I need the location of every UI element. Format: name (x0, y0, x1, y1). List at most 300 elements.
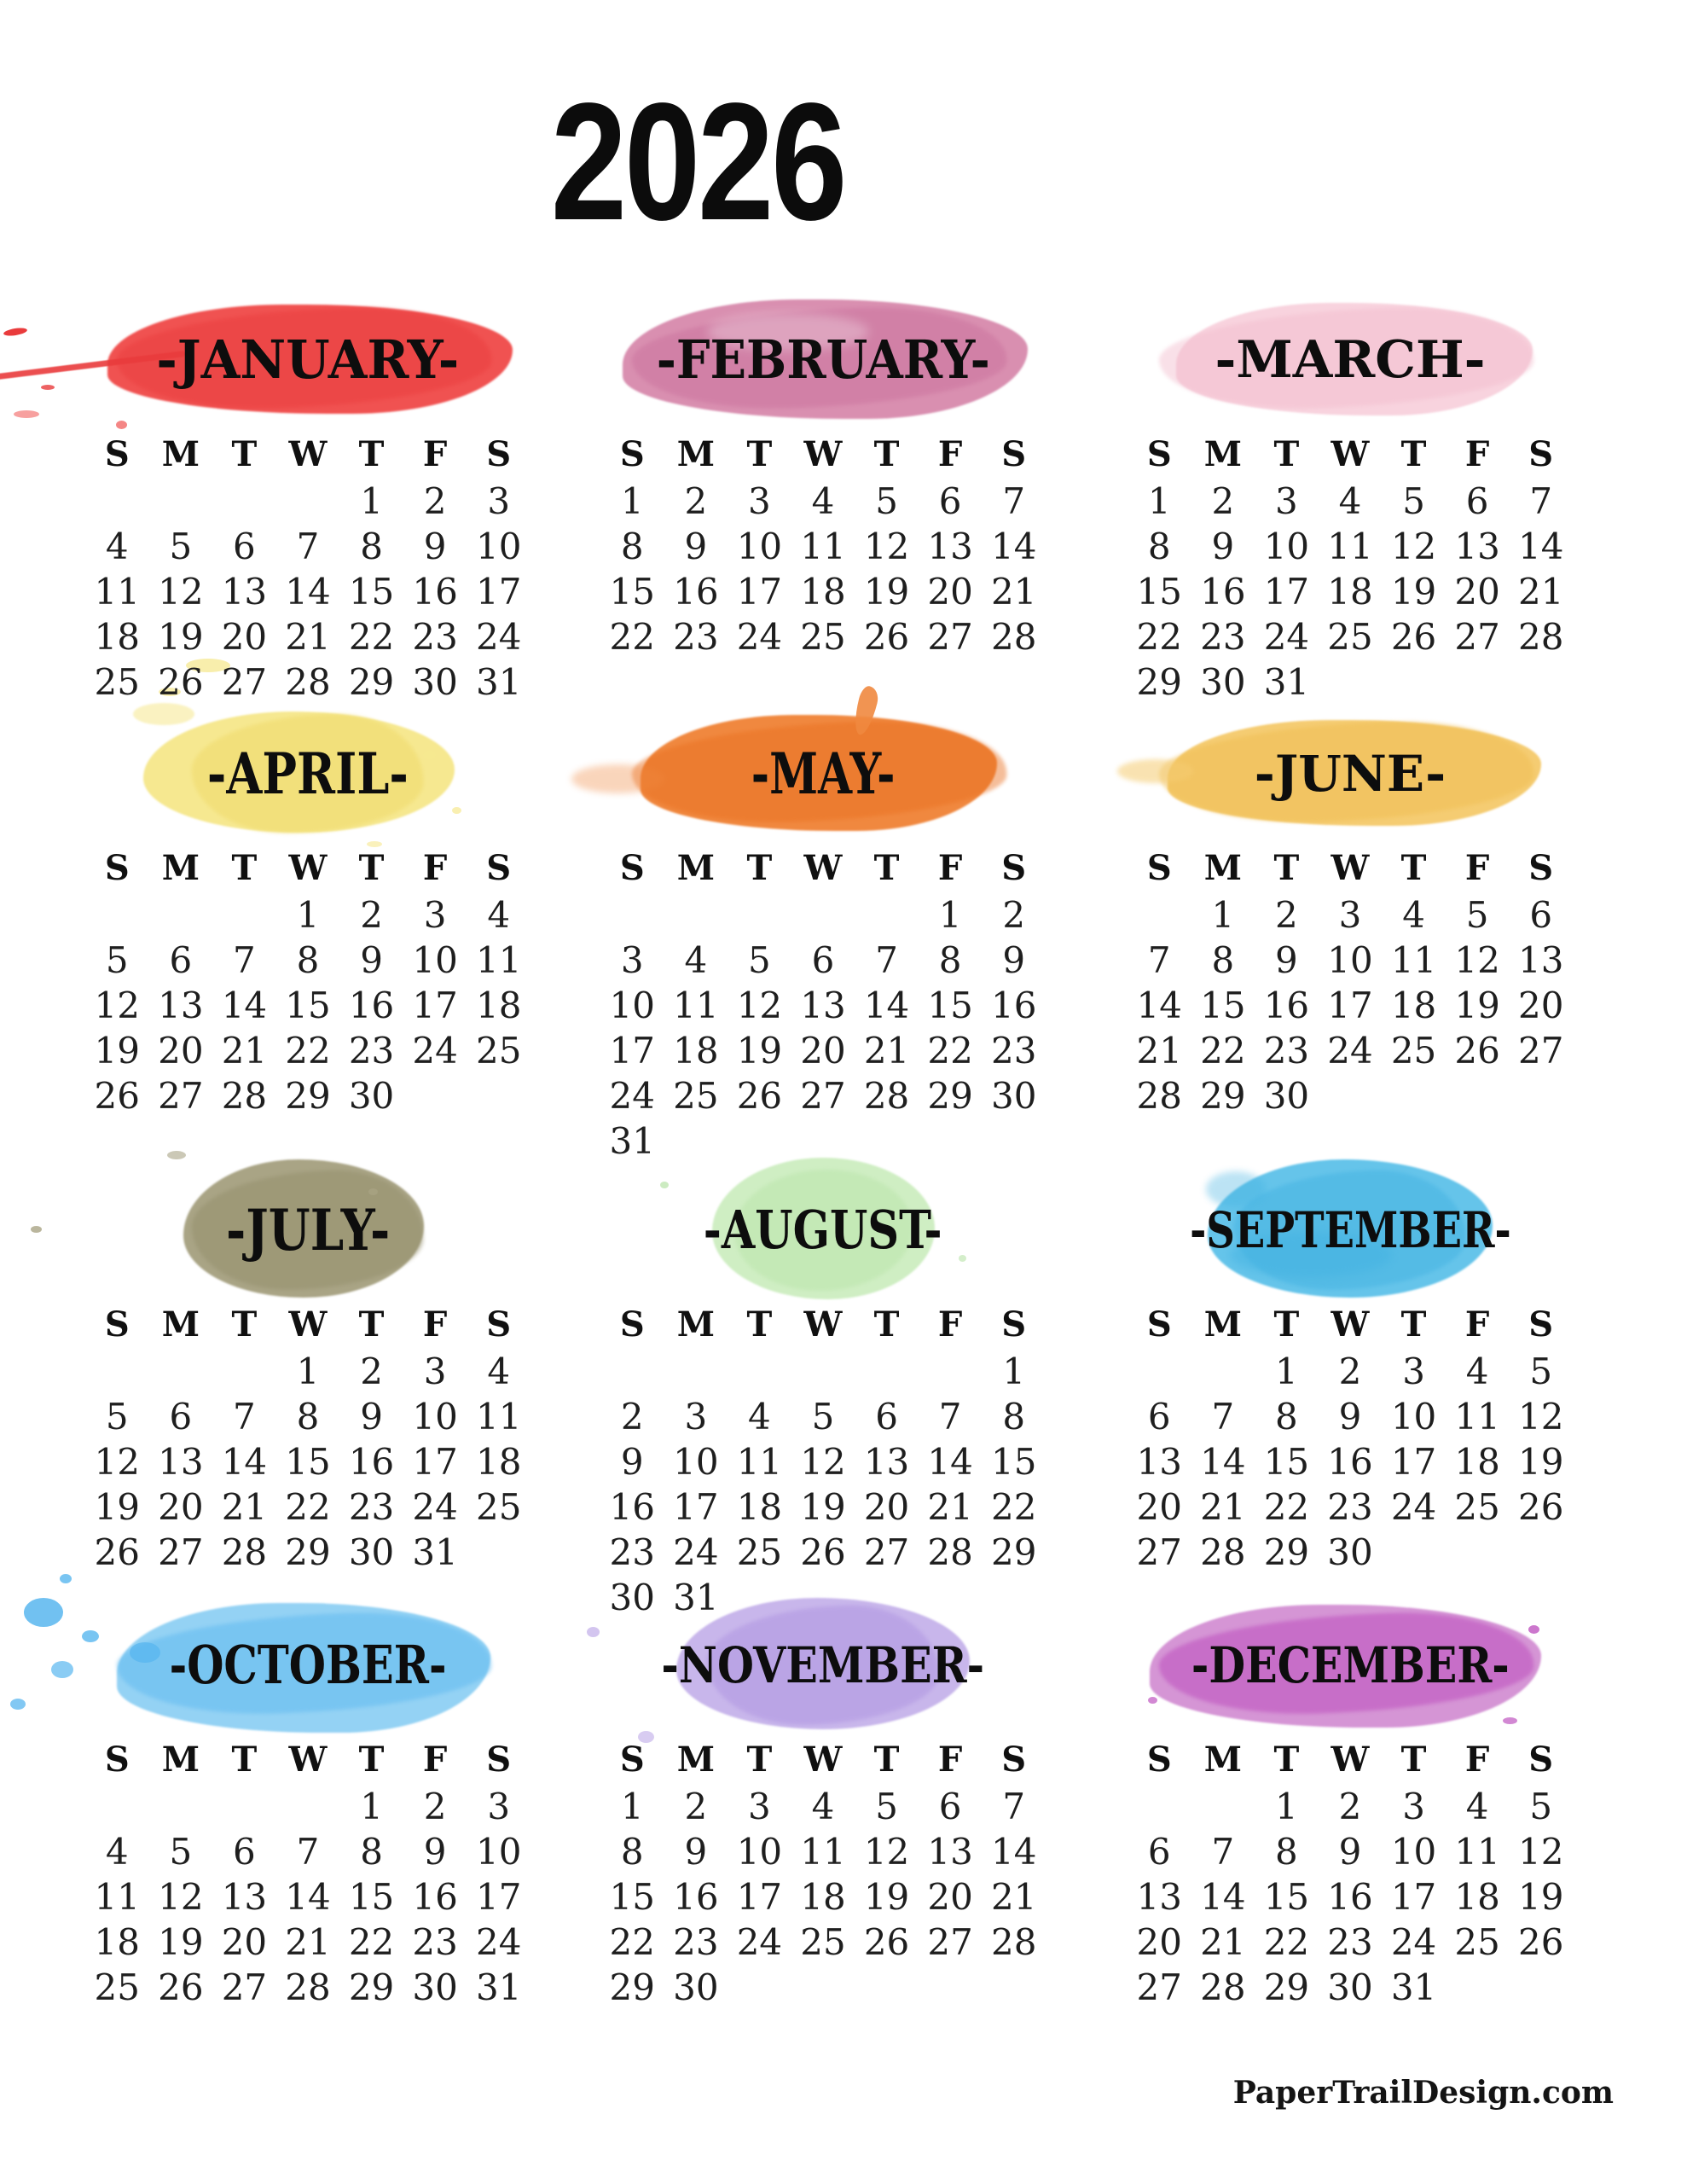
weekday-letter: W (288, 1304, 328, 1345)
day-cell: 13 (927, 526, 973, 567)
splash-splatter (31, 1226, 42, 1233)
splash-splatter (368, 1188, 378, 1195)
day-cell: 19 (863, 571, 910, 613)
month-label: -OCTOBER- (169, 1634, 447, 1696)
day-cell: 8 (296, 1396, 320, 1438)
day-cell: 16 (1327, 1876, 1373, 1918)
day-cell: 18 (1454, 1441, 1500, 1483)
week-row (1128, 983, 1573, 1028)
day-cell: 9 (360, 939, 383, 981)
empty-cell (276, 1784, 340, 1829)
day-cell: 10 (1263, 526, 1310, 567)
day-cell: 12 (94, 1441, 140, 1483)
day-cell: 19 (1517, 1876, 1564, 1918)
empty-cell (1128, 892, 1191, 938)
day-cell: 24 (1263, 616, 1310, 658)
day-cell: 27 (927, 616, 973, 658)
week-row (600, 1784, 1046, 1829)
week-row (85, 569, 530, 614)
day-cell: 28 (1136, 1075, 1182, 1117)
day-cell: 8 (296, 939, 320, 981)
empty-cell (919, 1349, 983, 1394)
weekday-letter: M (1203, 1304, 1242, 1345)
weekday-letter: S (486, 848, 512, 888)
date-grid (1128, 892, 1573, 1118)
day-cell: 22 (609, 616, 655, 658)
month-block-may (600, 691, 1046, 1169)
splash-splatter (116, 421, 127, 429)
day-cell: 21 (1200, 1921, 1246, 1963)
day-cell: 2 (423, 1786, 447, 1827)
day-cell: 26 (1390, 616, 1437, 658)
weekday-header (1128, 1306, 1573, 1344)
month-label: -DECEMBER- (1191, 1636, 1510, 1694)
day-cell: 7 (1002, 480, 1026, 522)
week-row (1128, 1784, 1573, 1829)
week-row (600, 1484, 1046, 1530)
week-row (85, 614, 530, 659)
weekday-letter: T (358, 434, 385, 474)
week-row (1128, 1965, 1573, 2010)
day-cell: 27 (1136, 1531, 1182, 1573)
day-cell: 19 (158, 616, 204, 658)
month-block-june (1128, 691, 1573, 1169)
day-cell: 20 (158, 1486, 204, 1528)
day-cell: 21 (863, 1030, 910, 1072)
weekday-letter: S (1528, 434, 1554, 474)
day-cell: 15 (1263, 1876, 1310, 1918)
splash-splatter (14, 410, 39, 418)
day-cell: 10 (1390, 1396, 1437, 1438)
week-row (85, 1530, 530, 1575)
day-cell: 28 (927, 1531, 973, 1573)
day-cell: 14 (1200, 1441, 1246, 1483)
day-cell: 2 (1275, 894, 1298, 936)
day-cell: 5 (169, 1831, 193, 1873)
day-cell: 14 (927, 1441, 973, 1483)
weekday-letter: S (104, 1740, 130, 1780)
day-cell: 8 (620, 526, 644, 567)
day-cell: 21 (221, 1030, 268, 1072)
day-cell: 2 (620, 1396, 644, 1438)
empty-cell (1128, 1784, 1191, 1829)
day-cell: 11 (94, 571, 140, 613)
weekday-letter: T (1273, 1740, 1300, 1780)
month-block-december (1128, 1583, 1573, 2060)
weekday-letter: T (231, 848, 258, 888)
day-cell: 5 (1465, 894, 1489, 936)
day-cell: 4 (684, 939, 708, 981)
day-cell: 17 (1263, 571, 1310, 613)
day-cell: 25 (800, 616, 846, 658)
day-cell: 21 (285, 1921, 331, 1963)
day-cell: 6 (1147, 1831, 1171, 1873)
day-cell: 11 (800, 526, 846, 567)
day-cell: 5 (105, 1396, 129, 1438)
empty-cell (1128, 1349, 1191, 1394)
day-cell: 20 (927, 1876, 973, 1918)
day-cell: 5 (875, 1786, 898, 1827)
day-cell: 13 (1517, 939, 1564, 981)
empty-cell (728, 1118, 791, 1164)
date-grid (1128, 479, 1573, 705)
day-cell: 11 (94, 1876, 140, 1918)
day-cell: 17 (475, 571, 522, 613)
day-cell: 8 (620, 1831, 644, 1873)
day-cell: 31 (412, 1531, 458, 1573)
empty-cell (919, 1965, 983, 2010)
empty-cell (149, 892, 213, 938)
day-cell: 21 (285, 616, 331, 658)
watercolor-splash (600, 698, 1046, 850)
day-cell: 30 (673, 1966, 719, 2008)
weekday-letter: W (288, 434, 328, 474)
day-cell: 24 (1390, 1486, 1437, 1528)
empty-cell (149, 479, 213, 524)
day-cell: 7 (1147, 939, 1171, 981)
day-cell: 3 (748, 480, 771, 522)
month-label: -APRIL- (207, 741, 409, 807)
day-cell: 16 (1263, 985, 1310, 1026)
splash-splatter (423, 751, 436, 759)
weekday-letter: F (937, 848, 963, 888)
week-row (85, 1394, 530, 1439)
day-cell: 20 (927, 571, 973, 613)
week-row (600, 1965, 1046, 2010)
weekday-letter: M (1203, 848, 1242, 888)
week-row (85, 1829, 530, 1874)
empty-cell (85, 1784, 149, 1829)
day-cell: 29 (285, 1075, 331, 1117)
day-cell: 30 (348, 1531, 395, 1573)
empty-cell (600, 1349, 664, 1394)
watercolor-splash (85, 698, 530, 850)
day-cell: 11 (1454, 1831, 1500, 1873)
day-cell: 12 (1517, 1396, 1564, 1438)
day-cell: 24 (475, 616, 522, 658)
day-cell: 1 (938, 894, 962, 936)
day-cell: 24 (736, 1921, 783, 1963)
date-grid (600, 892, 1046, 1164)
week-row (600, 1073, 1046, 1118)
day-cell: 5 (748, 939, 771, 981)
day-cell: 26 (94, 1531, 140, 1573)
month-label: -MARCH- (1215, 330, 1486, 390)
weekday-letter: W (803, 434, 843, 474)
day-cell: 26 (736, 1075, 783, 1117)
watercolor-splash (600, 1154, 1046, 1306)
day-cell: 31 (475, 661, 522, 703)
day-cell: 2 (423, 480, 447, 522)
day-cell: 2 (684, 480, 708, 522)
day-cell: 17 (609, 1030, 655, 1072)
day-cell: 8 (360, 1831, 383, 1873)
footer-credit: PaperTrailDesign.com (1232, 2075, 1614, 2111)
month-label: -JULY- (225, 1197, 391, 1263)
day-cell: 20 (1454, 571, 1500, 613)
empty-cell (1509, 1530, 1573, 1575)
empty-cell (791, 1349, 855, 1394)
day-cell: 27 (158, 1531, 204, 1573)
week-row (600, 1118, 1046, 1164)
day-cell: 17 (736, 571, 783, 613)
day-cell: 29 (1263, 1966, 1310, 2008)
week-row (85, 1965, 530, 2010)
day-cell: 2 (360, 1350, 383, 1392)
month-label: -AUGUST- (704, 1199, 942, 1261)
week-row (85, 983, 530, 1028)
day-cell: 16 (348, 1441, 395, 1483)
day-cell: 25 (1390, 1030, 1437, 1072)
empty-cell (1446, 1530, 1510, 1575)
week-row (600, 1829, 1046, 1874)
day-cell: 4 (1465, 1350, 1489, 1392)
empty-cell (982, 1965, 1046, 2010)
day-cell: 26 (863, 1921, 910, 1963)
day-cell: 15 (348, 1876, 395, 1918)
empty-cell (1319, 1073, 1383, 1118)
day-cell: 6 (1147, 1396, 1171, 1438)
day-cell: 13 (863, 1441, 910, 1483)
empty-cell (982, 1118, 1046, 1164)
day-cell: 7 (233, 1396, 256, 1438)
day-cell: 6 (1529, 894, 1553, 936)
weekday-letter: F (422, 848, 448, 888)
day-cell: 7 (1211, 1831, 1235, 1873)
day-cell: 1 (620, 480, 644, 522)
day-cell: 15 (285, 1441, 331, 1483)
weekday-letter: S (1146, 848, 1172, 888)
day-cell: 9 (1211, 526, 1235, 567)
day-cell: 21 (1136, 1030, 1182, 1072)
weekday-letter: S (1001, 1740, 1027, 1780)
day-cell: 26 (1517, 1921, 1564, 1963)
watercolor-splash (600, 284, 1046, 436)
day-cell: 14 (863, 985, 910, 1026)
empty-cell (855, 1965, 919, 2010)
week-row (600, 524, 1046, 569)
watercolor-splash (1128, 1154, 1573, 1306)
month-block-october (85, 1583, 530, 2060)
day-cell: 9 (1275, 939, 1298, 981)
day-cell: 23 (1200, 616, 1246, 658)
month-label: -JANUARY- (156, 328, 460, 391)
day-cell: 3 (1402, 1350, 1425, 1392)
day-cell: 16 (348, 985, 395, 1026)
day-cell: 28 (990, 1921, 1037, 1963)
day-cell: 20 (1136, 1486, 1182, 1528)
day-cell: 15 (285, 985, 331, 1026)
day-cell: 7 (296, 526, 320, 567)
day-cell: 24 (1390, 1921, 1437, 1963)
splash-splatter (660, 1182, 669, 1188)
day-cell: 18 (475, 985, 522, 1026)
day-cell: 28 (221, 1075, 268, 1117)
splash-splatter (587, 1627, 600, 1637)
day-cell: 14 (1136, 985, 1182, 1026)
day-cell: 17 (736, 1876, 783, 1918)
day-cell: 4 (105, 1831, 129, 1873)
day-cell: 22 (285, 1486, 331, 1528)
weekday-letter: S (619, 1740, 645, 1780)
day-cell: 30 (412, 1966, 458, 2008)
splash-splatter (3, 327, 28, 337)
week-row (85, 524, 530, 569)
empty-cell (664, 1349, 728, 1394)
weekday-letter: M (676, 434, 715, 474)
week-row (85, 479, 530, 524)
day-cell: 18 (1454, 1876, 1500, 1918)
weekday-letter: F (1464, 848, 1490, 888)
day-cell: 12 (1390, 526, 1437, 567)
splash-splatter (82, 1630, 99, 1642)
week-row (600, 1530, 1046, 1575)
day-cell: 11 (1390, 939, 1437, 981)
weekday-letter: S (104, 434, 130, 474)
day-cell: 12 (94, 985, 140, 1026)
day-cell: 2 (1338, 1786, 1362, 1827)
empty-cell (276, 479, 340, 524)
splash-splatter (1528, 1625, 1539, 1634)
day-cell: 14 (1200, 1876, 1246, 1918)
day-cell: 11 (475, 939, 522, 981)
day-cell: 24 (673, 1531, 719, 1573)
day-cell: 7 (875, 939, 898, 981)
day-cell: 5 (1402, 480, 1425, 522)
day-cell: 5 (1529, 1350, 1553, 1392)
week-row (1128, 1484, 1573, 1530)
day-cell: 13 (158, 1441, 204, 1483)
day-cell: 29 (990, 1531, 1037, 1573)
weekday-letter: T (746, 1740, 773, 1780)
date-grid (1128, 1784, 1573, 2010)
year-title: 2026 (550, 68, 845, 255)
day-cell: 30 (1263, 1075, 1310, 1117)
weekday-letter: S (104, 848, 130, 888)
day-cell: 23 (412, 616, 458, 658)
day-cell: 11 (673, 985, 719, 1026)
day-cell: 13 (1136, 1876, 1182, 1918)
day-cell: 31 (609, 1120, 655, 1162)
empty-cell (664, 1118, 728, 1164)
day-cell: 10 (412, 939, 458, 981)
day-cell: 9 (1338, 1831, 1362, 1873)
day-cell: 14 (221, 1441, 268, 1483)
day-cell: 12 (158, 1876, 204, 1918)
month-block-april (85, 691, 530, 1169)
weekday-letter: S (1146, 1740, 1172, 1780)
day-cell: 7 (1211, 1396, 1235, 1438)
day-cell: 15 (1136, 571, 1182, 613)
day-cell: 10 (475, 526, 522, 567)
day-cell: 4 (1338, 480, 1362, 522)
empty-cell (1509, 659, 1573, 705)
week-row (85, 1439, 530, 1484)
weekday-header (600, 850, 1046, 887)
day-cell: 15 (609, 1876, 655, 1918)
watercolor-splash (1128, 1589, 1573, 1741)
day-cell: 5 (105, 939, 129, 981)
weekday-letter: F (1464, 1304, 1490, 1345)
watercolor-splash (85, 1589, 530, 1741)
day-cell: 2 (360, 894, 383, 936)
day-cell: 2 (1002, 894, 1026, 936)
weekday-letter: S (1001, 848, 1027, 888)
weekday-letter: T (358, 1740, 385, 1780)
day-cell: 25 (94, 1966, 140, 2008)
week-row (1128, 938, 1573, 983)
day-cell: 23 (609, 1531, 655, 1573)
day-cell: 25 (800, 1921, 846, 1963)
weekday-letter: M (1203, 1740, 1242, 1780)
day-cell: 21 (990, 571, 1037, 613)
week-row (600, 1349, 1046, 1394)
weekday-letter: T (746, 848, 773, 888)
day-cell: 9 (684, 1831, 708, 1873)
weekday-header (85, 850, 530, 887)
day-cell: 31 (1390, 1966, 1437, 2008)
week-row (1128, 1028, 1573, 1073)
week-row (600, 1874, 1046, 1920)
day-cell: 6 (811, 939, 835, 981)
splash-splatter (167, 1151, 186, 1159)
day-cell: 23 (990, 1030, 1037, 1072)
day-cell: 21 (990, 1876, 1037, 1918)
empty-cell (149, 1784, 213, 1829)
day-cell: 25 (475, 1486, 522, 1528)
day-cell: 6 (1465, 480, 1489, 522)
day-cell: 17 (1390, 1876, 1437, 1918)
day-cell: 23 (1327, 1921, 1373, 1963)
day-cell: 25 (1454, 1486, 1500, 1528)
day-cell: 3 (423, 1350, 447, 1392)
day-cell: 22 (285, 1030, 331, 1072)
week-row (1128, 1439, 1573, 1484)
day-cell: 4 (1465, 1786, 1489, 1827)
day-cell: 30 (1200, 661, 1246, 703)
day-cell: 22 (1263, 1486, 1310, 1528)
day-cell: 10 (412, 1396, 458, 1438)
day-cell: 30 (1327, 1966, 1373, 2008)
day-cell: 15 (1263, 1441, 1310, 1483)
day-cell: 26 (158, 1966, 204, 2008)
month-block-july (85, 1147, 530, 1625)
splash-splatter (10, 1699, 26, 1710)
day-cell: 24 (475, 1921, 522, 1963)
day-cell: 12 (1517, 1831, 1564, 1873)
empty-cell (728, 1349, 791, 1394)
week-row (85, 1073, 530, 1118)
empty-cell (919, 1575, 983, 1620)
weekday-letter: T (1400, 848, 1427, 888)
month-block-february (600, 277, 1046, 755)
day-cell: 15 (990, 1441, 1037, 1483)
weekday-header (600, 1306, 1046, 1344)
day-cell: 18 (94, 616, 140, 658)
weekday-letter: M (161, 1304, 200, 1345)
day-cell: 19 (1454, 985, 1500, 1026)
empty-cell (728, 1575, 791, 1620)
empty-cell (855, 1349, 919, 1394)
day-cell: 8 (1002, 1396, 1026, 1438)
day-cell: 15 (609, 571, 655, 613)
empty-cell (855, 1575, 919, 1620)
day-cell: 26 (863, 616, 910, 658)
date-grid (85, 892, 530, 1118)
day-cell: 18 (94, 1921, 140, 1963)
week-row (1128, 479, 1573, 524)
day-cell: 20 (863, 1486, 910, 1528)
